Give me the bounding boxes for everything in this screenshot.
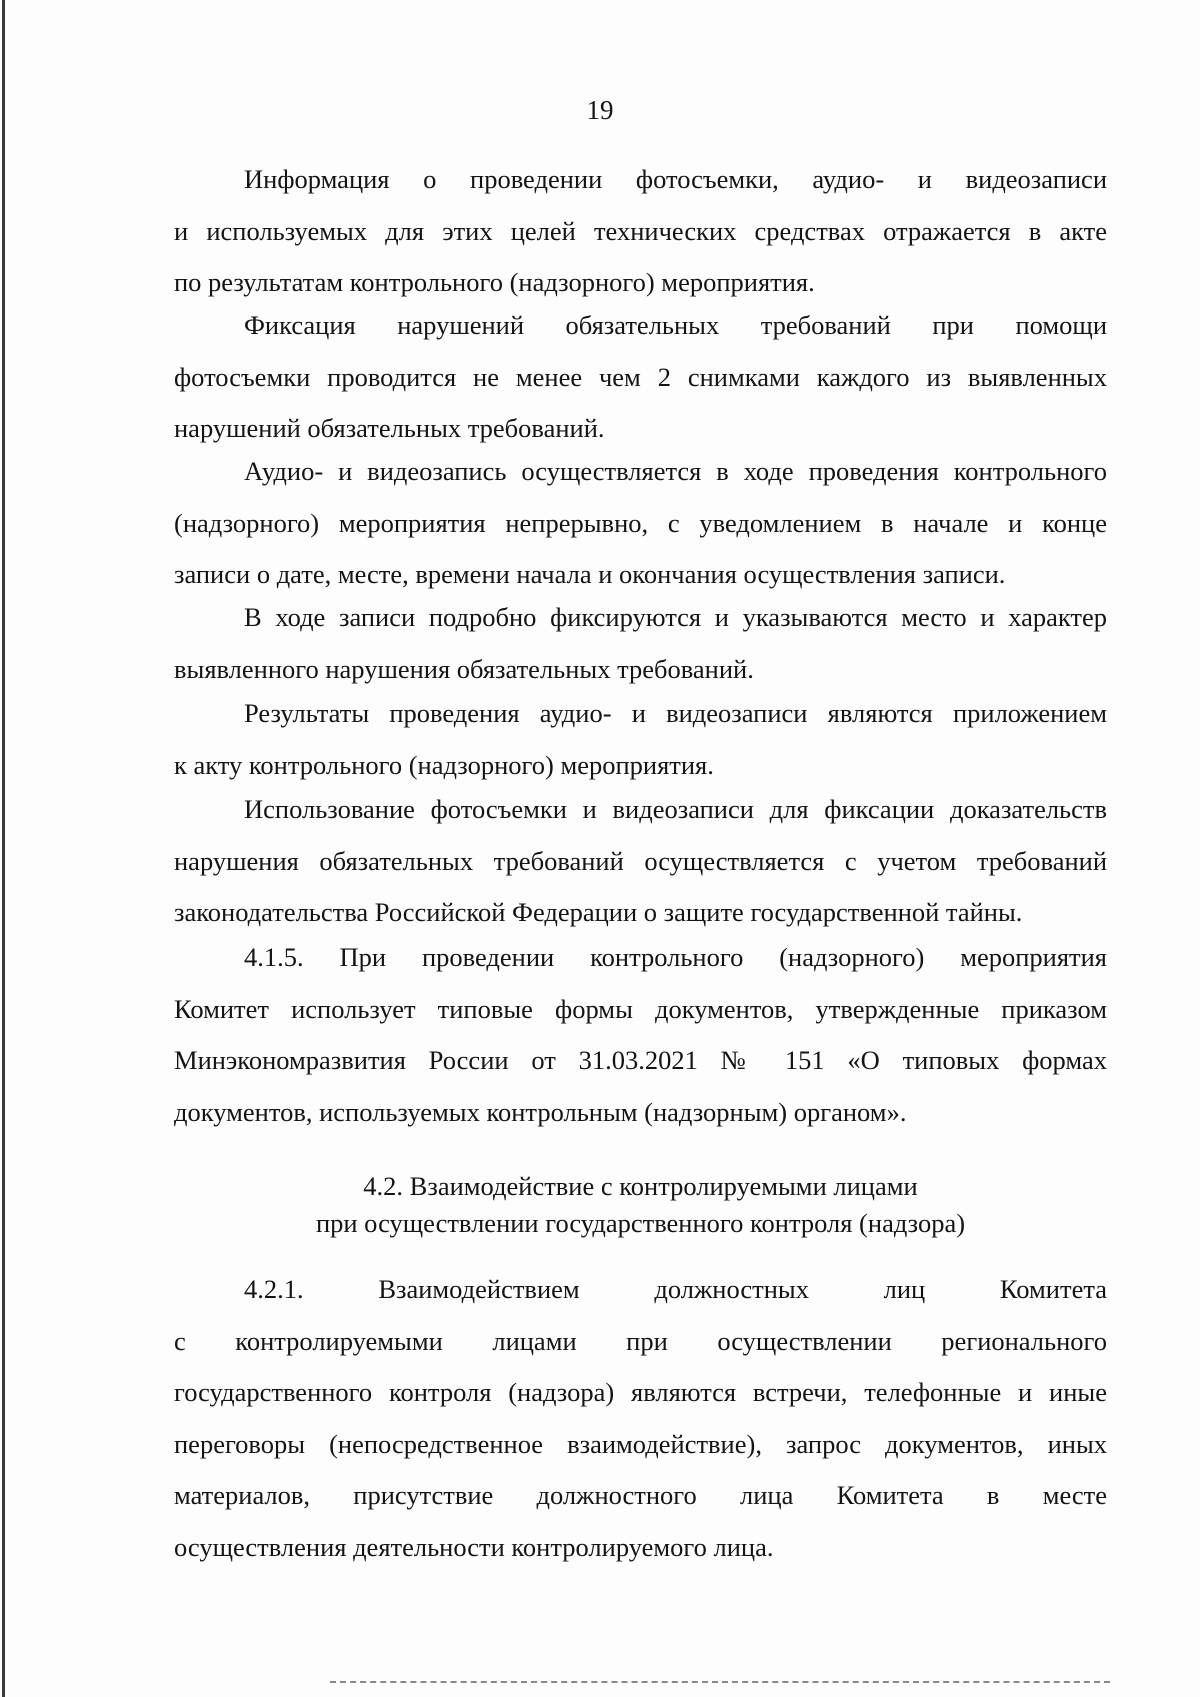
page-number: 19: [586, 95, 614, 125]
text-line: нарушений обязательных требований.: [174, 413, 605, 443]
text-line: осуществления деятельности контролируемого лица.: [174, 1531, 774, 1562]
paragraph-recording-details: [174, 592, 1107, 695]
paragraph-4-1-5: [174, 932, 1107, 1138]
text-line: с контролируемыми лицами при осуществлении регионального: [174, 1325, 1107, 1356]
text-line: фотосъемки проводится не менее чем 2 снимками каждого из выявленных: [174, 361, 1107, 392]
text-line: Минэкономразвития России от 31.03.2021 № 151 «О типовых формах: [174, 1045, 1107, 1075]
text-line: Использование фотосъемки и видеозаписи для фиксации доказательств: [244, 794, 1107, 824]
page-edge-line: [2, 0, 5, 1697]
text-line: 4.1.5. При проведении контрольного (надзорного) мероприятия: [244, 942, 1107, 972]
text-line: законодательства Российской Федерации о защите государственной тайны.: [174, 897, 1023, 927]
heading-line: 4.2. Взаимодействие с контролируемыми лицами: [363, 1171, 918, 1201]
text-line: документов, используемых контрольным (надзорным) органом».: [174, 1096, 907, 1127]
text-line: В ходе записи подробно фиксируются и указываются место и характер: [244, 602, 1107, 632]
text-line: и используемых для этих целей технических средствах отражается в акте: [174, 215, 1107, 246]
text-line: Комитет использует типовые формы документов, утвержденные приказом: [174, 993, 1107, 1024]
text-line: Результаты проведения аудио- и видеозаписи являются приложением: [244, 698, 1107, 728]
text-line: (надзорного) мероприятия непрерывно, с уведомлением в начале и конце: [174, 507, 1107, 538]
text-line: материалов, присутствие должностного лица Комитета в месте: [174, 1480, 1107, 1510]
text-line: государственного контроля (надзора) являются встречи, телефонные и иные: [174, 1377, 1107, 1407]
paragraph-audio-video: [174, 446, 1107, 601]
text-line: 4.2.1. Взаимодействием должностных лиц Комитета: [244, 1274, 1107, 1304]
text-line: переговоры (непосредственное взаимодействие), запрос документов, иных: [174, 1428, 1107, 1459]
paragraph-violation-fixation: [174, 300, 1107, 455]
scan-artifact-line: [330, 1681, 1110, 1685]
heading-line: при осуществлении государственного контроля (надзора): [315, 1208, 966, 1238]
text-line: записи о дате, месте, времени начала и окончания осуществления записи.: [174, 559, 1006, 589]
paragraph-state-secret: [174, 784, 1107, 939]
text-line: Информация о проведении фотосъемки, аудио- и видеозаписи: [244, 164, 1107, 194]
text-line: Аудио- и видеозапись осуществляется в ходе проведения контрольного: [244, 456, 1107, 486]
text-line: по результатам контрольного (надзорного) мероприятия.: [174, 267, 815, 297]
paragraph-photo-info: [174, 154, 1107, 309]
section-heading-4-2: [174, 1168, 1107, 1242]
text-line: выявленного нарушения обязательных требований.: [174, 653, 754, 684]
text-line: к акту контрольного (надзорного) мероприятия.: [174, 749, 714, 780]
paragraph-4-2-1: [174, 1264, 1107, 1573]
paragraph-recording-results: [174, 688, 1107, 791]
text-line: Фиксация нарушений обязательных требований при помощи: [244, 310, 1107, 340]
text-line: нарушения обязательных требований осуществляется с учетом требований: [174, 845, 1107, 876]
